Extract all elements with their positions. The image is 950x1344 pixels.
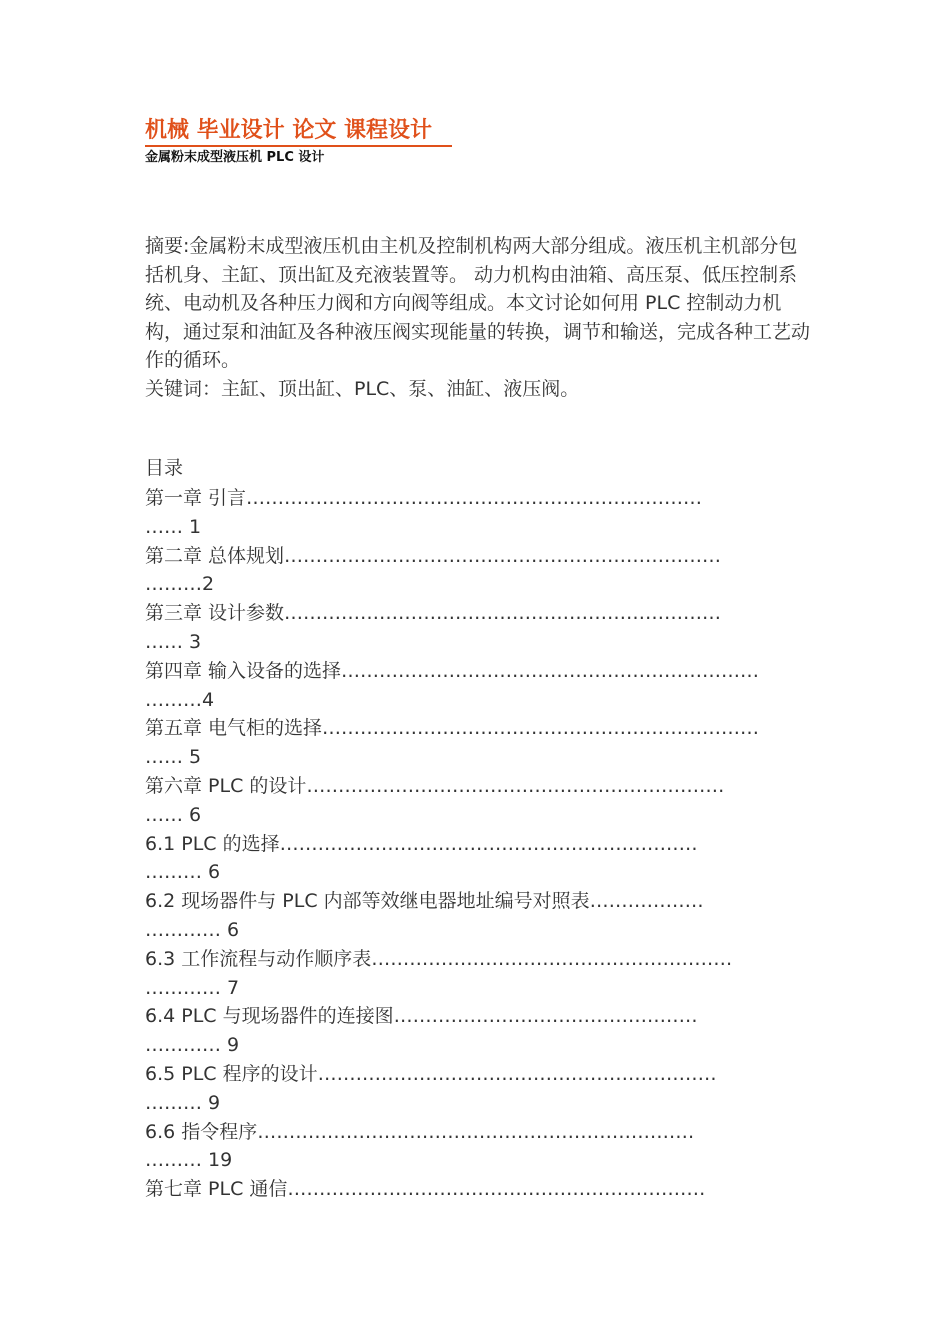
toc-leader-dots: ……………… bbox=[589, 890, 704, 913]
toc-entry[interactable] bbox=[145, 599, 805, 657]
toc-leader-dots: …………………………………………………………… bbox=[322, 717, 760, 740]
toc-leader-dots: ………… bbox=[145, 1034, 228, 1057]
toc-entry-title: 第六章 PLC 的设计 bbox=[145, 774, 307, 797]
toc-leader-dots: ………………………………………… bbox=[393, 1005, 698, 1028]
toc-leader-dots: ………… bbox=[145, 918, 228, 941]
toc-leader-dots: ……… bbox=[145, 688, 202, 711]
toc-entry-title: 第四章 输入设备的选择 bbox=[145, 659, 342, 682]
toc-leader-dots: …… bbox=[145, 803, 190, 826]
abstract-section bbox=[145, 232, 810, 404]
toc-entry-title: 6.1 PLC 的选择 bbox=[145, 832, 280, 855]
toc-entry-title: 第二章 总体规划 bbox=[145, 544, 285, 567]
toc-page-number: 19 bbox=[208, 1149, 233, 1172]
toc-entry-title: 6.6 指令程序 bbox=[145, 1120, 258, 1143]
toc-page-number: 5 bbox=[189, 746, 202, 769]
toc-page-number: 6 bbox=[208, 861, 221, 884]
document-subtitle: 金属粉末成型液压机 PLC 设计 bbox=[145, 150, 325, 165]
toc-page-number: 2 bbox=[202, 573, 215, 596]
toc-entry[interactable] bbox=[145, 887, 805, 945]
toc-entry-title: 第七章 PLC 通信 bbox=[145, 1178, 288, 1201]
keywords-line: 关键词：主缸、顶出缸、PLC、泵、油缸、液压阀。 bbox=[145, 377, 580, 400]
toc-leader-dots: …… bbox=[145, 746, 190, 769]
toc-entry[interactable] bbox=[145, 657, 805, 715]
toc-entry-title: 第三章 设计参数 bbox=[145, 602, 285, 625]
toc-page-number: 1 bbox=[189, 515, 202, 538]
toc-entry-title: 第五章 电气柜的选择 bbox=[145, 717, 323, 740]
toc-entry[interactable] bbox=[145, 542, 805, 600]
toc-leader-dots: ……… bbox=[145, 1149, 209, 1172]
toc-entry[interactable] bbox=[145, 1175, 805, 1205]
toc-entry[interactable] bbox=[145, 1118, 805, 1176]
toc-page-number: 9 bbox=[208, 1091, 221, 1114]
toc-leader-dots: ……………………………………………………………… bbox=[246, 487, 703, 509]
toc-leader-dots: …… bbox=[145, 515, 190, 538]
toc-entry[interactable] bbox=[145, 1002, 805, 1060]
toc-entry-title: 6.2 现场器件与 PLC 内部等效继电器地址编号对照表 bbox=[145, 890, 590, 913]
toc-entry[interactable] bbox=[145, 830, 805, 888]
toc-page-number: 7 bbox=[227, 976, 240, 999]
toc-entry[interactable] bbox=[145, 484, 805, 542]
toc-entry-title: 6.4 PLC 与现场器件的连接图 bbox=[145, 1005, 394, 1028]
toc-leader-dots: …………………………………………………………… bbox=[284, 602, 722, 625]
toc-page-number: 3 bbox=[189, 630, 202, 653]
toc-leader-dots: …… bbox=[145, 630, 190, 653]
title-underline bbox=[145, 145, 452, 147]
toc-leader-dots: ……… bbox=[145, 573, 202, 596]
toc-page-number: 9 bbox=[227, 1034, 240, 1057]
toc-leader-dots: ………… bbox=[145, 976, 228, 999]
toc-heading: 目录 bbox=[145, 457, 184, 479]
toc-leader-dots: ………………………………………………… bbox=[371, 947, 733, 970]
toc-leader-dots: ………………………………………………………… bbox=[306, 774, 725, 797]
toc-leader-dots: ……… bbox=[145, 861, 209, 884]
toc-leader-dots: ………………………………………………………… bbox=[341, 659, 760, 682]
toc-leader-dots: …………………………………………………………… bbox=[257, 1120, 695, 1143]
table-of-contents bbox=[145, 484, 805, 1205]
toc-page-number: 4 bbox=[202, 688, 215, 711]
toc-leader-dots: ………………………………………………………… bbox=[279, 832, 698, 855]
toc-page-number: 6 bbox=[227, 918, 240, 941]
document-title[interactable]: 机械 毕业设计 论文 课程设计 bbox=[145, 118, 432, 143]
toc-entry[interactable] bbox=[145, 1060, 805, 1118]
abstract-text: 摘要:金属粉末成型液压机由主机及控制机构两大部分组成。液压机主机部分包括机身、主缸、顶出缸及充液装置等。 动力机构由油箱、高压泵、低压控制系统、电动机及各种压力阀和方向阀等组成。本文讨论如何用 PLC 控制动力机构，通过泵和油缸及各种液压阀实现能量的转换，调节和输送，完成各种工艺动作的循环。 bbox=[145, 235, 811, 372]
toc-entry-title: 第一章 引言 bbox=[145, 487, 247, 509]
toc-leader-dots: …………………………………………………………… bbox=[284, 544, 722, 567]
toc-entry[interactable] bbox=[145, 772, 805, 830]
toc-leader-dots: ……………………………………………………… bbox=[317, 1062, 717, 1085]
toc-leader-dots: ……… bbox=[145, 1091, 209, 1114]
toc-entry[interactable] bbox=[145, 945, 805, 1003]
toc-page-number: 6 bbox=[189, 803, 202, 826]
toc-entry[interactable] bbox=[145, 714, 805, 772]
toc-entry-title: 6.3 工作流程与动作顺序表 bbox=[145, 947, 372, 970]
toc-entry-title: 6.5 PLC 程序的设计 bbox=[145, 1062, 318, 1085]
toc-leader-dots: ………………………………………………………… bbox=[287, 1178, 706, 1201]
